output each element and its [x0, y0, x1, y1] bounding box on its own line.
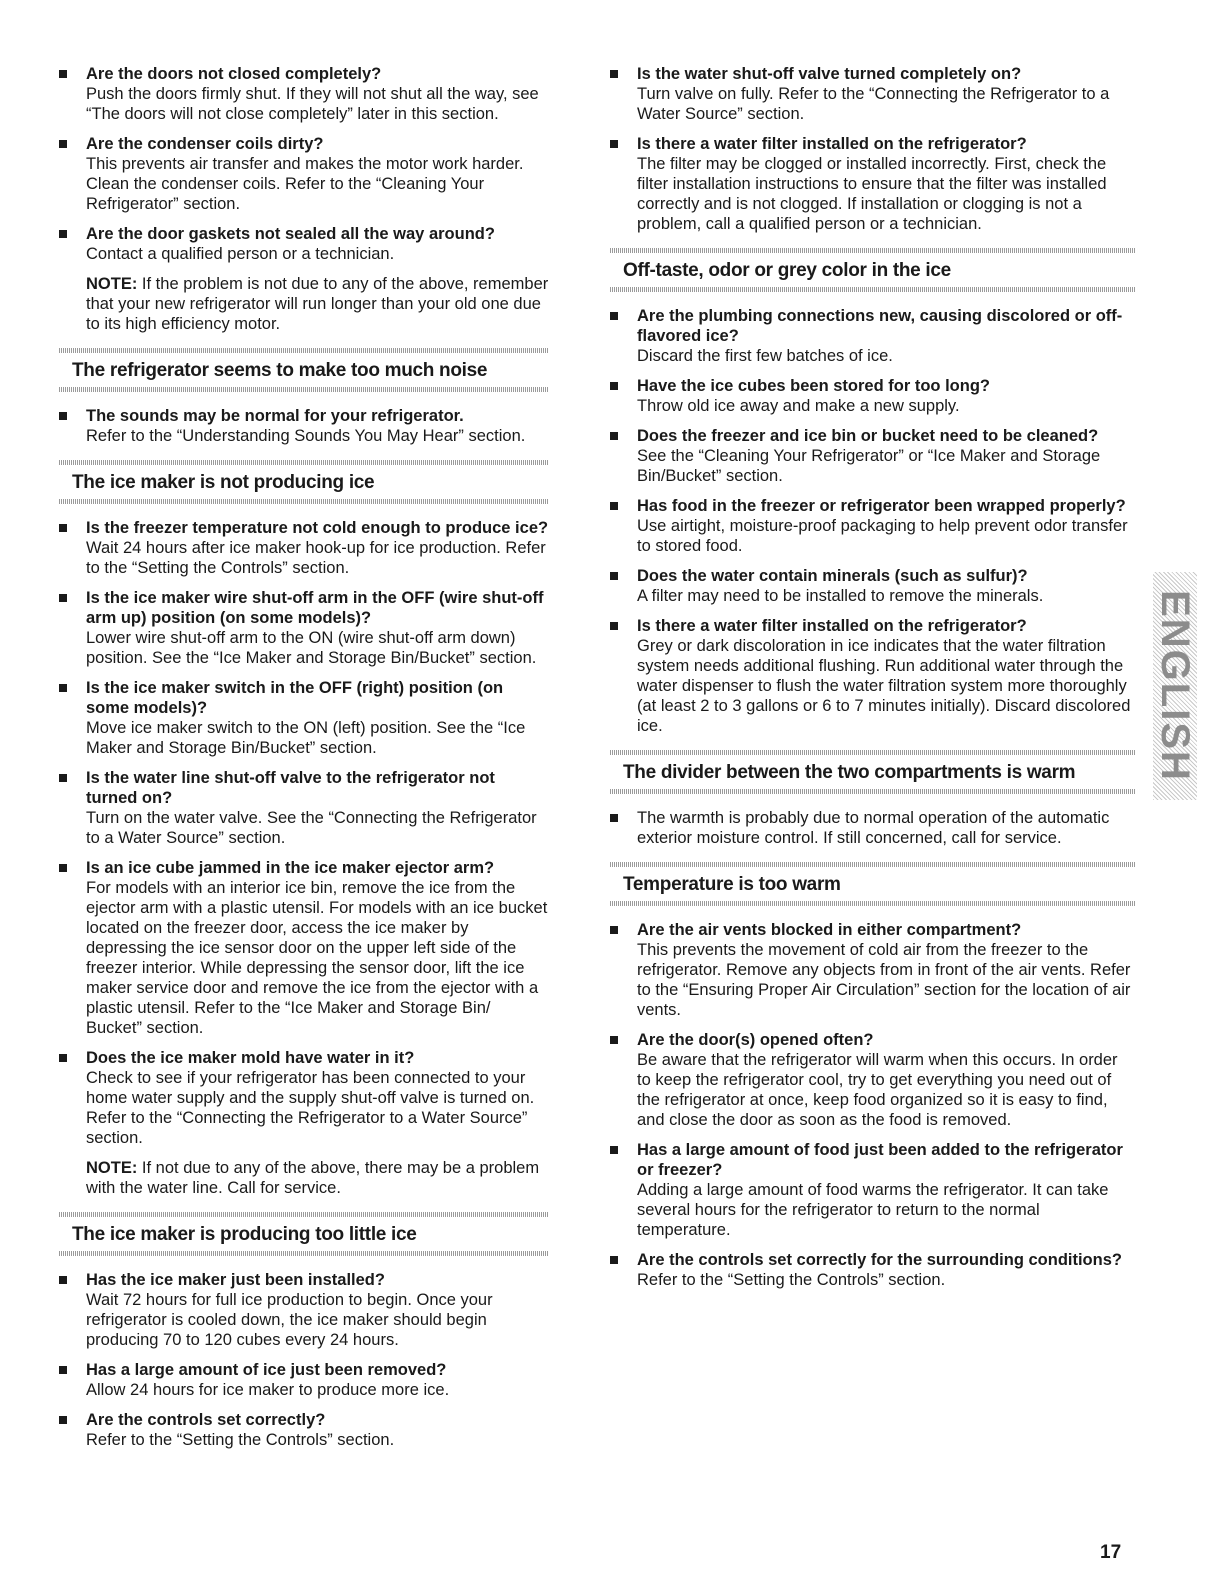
troubleshooting-item	[610, 616, 1135, 736]
note-text: If not due to any of the above, there may be a problem with the water line. Call for service.	[86, 1159, 540, 1197]
note	[59, 1158, 549, 1198]
item-answer: This prevents air transfer and makes the motor work harder. Clean the condenser coils. Refer to the “Cleaning Your Refrigerator” section.	[86, 155, 524, 213]
item-question: Have the ice cubes been stored for too long?	[637, 377, 990, 395]
item-question: Is there a water filter installed on the refrigerator?	[637, 617, 1027, 635]
item-question: Are the door gaskets not sealed all the way around?	[86, 225, 495, 243]
note-text: If the problem is not due to any of the above, remember that your new refrigerator will run longer than your old one due to its high efficiency motor.	[86, 275, 549, 333]
item-question: Are the door(s) opened often?	[637, 1031, 874, 1049]
bullet-icon	[610, 572, 618, 580]
troubleshooting-item	[59, 1360, 549, 1400]
section-header	[610, 862, 1135, 906]
item-answer: Be aware that the refrigerator will warm when this occurs. In order to keep the refrigerator cool, try to get everything you need out of the refrigerator at once, keep food organized so it is easy to find, and close the door as soon as the food is removed.	[637, 1051, 1118, 1129]
section-rule-bottom	[610, 789, 1135, 794]
item-question: Has food in the freezer or refrigerator been wrapped properly?	[637, 497, 1126, 515]
item-question: The sounds may be normal for your refrigerator.	[86, 407, 464, 425]
language-tab-label: ENGLISH	[1153, 590, 1197, 782]
troubleshooting-item	[610, 134, 1135, 234]
bullet-icon	[59, 140, 67, 148]
item-answer: Turn valve on fully. Refer to the “Connecting the Refrigerator to a Water Source” section.	[637, 85, 1110, 123]
item-answer: Throw old ice away and make a new supply.	[637, 397, 960, 415]
item-question: Has the ice maker just been installed?	[86, 1271, 385, 1289]
troubleshooting-item	[610, 1250, 1135, 1290]
troubleshooting-item	[59, 1410, 549, 1450]
troubleshooting-item	[610, 496, 1135, 556]
section-title: The divider between the two compartments is warm	[623, 762, 1076, 783]
item-question: Does the ice maker mold have water in it?	[86, 1049, 415, 1067]
item-answer: Turn on the water valve. See the “Connecting the Refrigerator to a Water Source” section.	[86, 809, 537, 847]
bullet-icon	[59, 524, 67, 532]
troubleshooting-item	[59, 1270, 549, 1350]
item-question: Has a large amount of ice just been removed?	[86, 1361, 447, 1379]
item-answer: Refer to the “Understanding Sounds You May Hear” section.	[86, 427, 526, 445]
troubleshooting-item	[610, 1030, 1135, 1130]
item-answer: This prevents the movement of cold air from the freezer to the refrigerator. Remove any objects from in front of the air vents. Refer to the “Ensuring Proper Air Circulation” section for the location of air vents.	[637, 941, 1131, 1019]
bullet-icon	[59, 774, 67, 782]
item-question: Are the doors not closed completely?	[86, 65, 382, 83]
troubleshooting-item	[59, 406, 549, 446]
item-question: Is the freezer temperature not cold enough to produce ice?	[86, 519, 549, 537]
troubleshooting-item	[59, 64, 549, 124]
bullet-icon	[610, 1036, 618, 1044]
section-title: The refrigerator seems to make too much noise	[72, 360, 488, 381]
left-column	[59, 64, 549, 1460]
item-question: Does the freezer and ice bin or bucket need to be cleaned?	[637, 427, 1099, 445]
section-title: Temperature is too warm	[623, 874, 841, 895]
troubleshooting-item	[59, 768, 549, 848]
section-rule-bottom	[59, 387, 549, 392]
item-answer: Grey or dark discoloration in ice indicates that the water filtration system needs additional flushing. Run additional water through the water dispenser to flush the water filtration system more thoroughly (at least 2 to 3 gallons or 6 to 7 minutes initially). Discard discolored ice.	[637, 637, 1131, 735]
section-title: The ice maker is producing too little ice	[72, 1224, 417, 1245]
item-answer: Push the doors firmly shut. If they will not shut all the way, see “The doors will not close completely” later in this section.	[86, 85, 539, 123]
section-header	[59, 1212, 549, 1256]
bullet-icon	[59, 1054, 67, 1062]
item-answer: Refer to the “Setting the Controls” section.	[637, 1271, 946, 1289]
item-question: Does the water contain minerals (such as sulfur)?	[637, 567, 1028, 585]
troubleshooting-item	[610, 566, 1135, 606]
troubleshooting-item	[59, 134, 549, 214]
bullet-icon	[59, 230, 67, 238]
section-title: Off-taste, odor or grey color in the ice	[623, 260, 951, 281]
section-header	[610, 248, 1135, 292]
item-answer: Move ice maker switch to the ON (left) position. See the “Ice Maker and Storage Bin/Bucket” section.	[86, 719, 526, 757]
note-label: NOTE:	[86, 275, 138, 293]
bullet-icon	[610, 1146, 618, 1154]
bullet-icon	[59, 1366, 67, 1374]
bullet-icon	[610, 622, 618, 630]
section-header	[59, 460, 549, 504]
item-question: Is the ice maker wire shut-off arm in the OFF (wire shut-off arm up) position (on some models)?	[86, 589, 544, 627]
troubleshooting-item	[59, 678, 549, 758]
item-answer: Refer to the “Setting the Controls” section.	[86, 1431, 395, 1449]
item-answer: Check to see if your refrigerator has been connected to your home water supply and the supply shut-off valve is turned on. Refer to the “Connecting the Refrigerator to a Water Source” section.	[86, 1069, 535, 1147]
item-question: Are the plumbing connections new, causing discolored or off-flavored ice?	[637, 307, 1123, 345]
section-rule-bottom	[59, 499, 549, 504]
page-number: 17	[1100, 1542, 1122, 1563]
note	[59, 274, 549, 334]
section-header	[610, 750, 1135, 794]
item-answer: The filter may be clogged or installed incorrectly. First, check the filter installation instructions to ensure that the filter was installed correctly and is not clogged. If installation or clogging is not a problem, call a qualified person or a technician.	[637, 155, 1107, 233]
bullet-icon	[59, 1416, 67, 1424]
item-answer: Use airtight, moisture-proof packaging to help prevent odor transfer to stored food.	[637, 517, 1128, 555]
bullet-icon	[610, 814, 618, 822]
bullet-icon	[59, 412, 67, 420]
bullet-icon	[610, 312, 618, 320]
bullet-icon	[59, 594, 67, 602]
troubleshooting-item	[59, 588, 549, 668]
item-question: Are the controls set correctly?	[86, 1411, 326, 1429]
note-label: NOTE:	[86, 1159, 138, 1177]
bullet-icon	[59, 70, 67, 78]
section-title: The ice maker is not producing ice	[72, 472, 375, 493]
item-answer: Wait 24 hours after ice maker hook-up for ice production. Refer to the “Setting the Controls” section.	[86, 539, 546, 577]
item-answer: For models with an interior ice bin, remove the ice from the ejector arm with a plastic utensil. For models with an ice bucket located on the freezer door, access the ice maker by depressing the ice sensor door on the upper left side of the freezer interior. While depressing the sensor door, lift the ice maker service door and remove the ice from the ejector with a plastic utensil. Refer to the “Ice Maker and Storage Bin/ Bucket” section.	[86, 879, 548, 1037]
bullet-icon	[59, 1276, 67, 1284]
item-answer: A filter may need to be installed to remove the minerals.	[637, 587, 1044, 605]
item-answer: See the “Cleaning Your Refrigerator” or “Ice Maker and Storage Bin/Bucket” section.	[637, 447, 1101, 485]
section-header	[59, 348, 549, 392]
bullet-icon	[610, 140, 618, 148]
troubleshooting-item	[610, 1140, 1135, 1240]
troubleshooting-item	[59, 224, 549, 264]
troubleshooting-item	[59, 858, 549, 1038]
item-question: Are the controls set correctly for the surrounding conditions?	[637, 1251, 1122, 1269]
bullet-icon	[610, 502, 618, 510]
troubleshooting-item	[610, 808, 1135, 848]
right-column	[610, 64, 1135, 1300]
item-answer: Contact a qualified person or a technician.	[86, 245, 395, 263]
bullet-icon	[59, 864, 67, 872]
bullet-icon	[610, 70, 618, 78]
troubleshooting-item	[59, 518, 549, 578]
item-answer: Lower wire shut-off arm to the ON (wire shut-off arm down) position. See the “Ice Maker and Storage Bin/Bucket” section.	[86, 629, 537, 667]
troubleshooting-item	[610, 426, 1135, 486]
section-rule-bottom	[59, 1251, 549, 1256]
item-answer: The warmth is probably due to normal operation of the automatic exterior moisture control. If still concerned, call for service.	[637, 809, 1110, 847]
item-answer: Discard the first few batches of ice.	[637, 347, 893, 365]
item-question: Has a large amount of food just been added to the refrigerator or freezer?	[637, 1141, 1123, 1179]
section-rule-bottom	[610, 287, 1135, 292]
troubleshooting-item	[59, 1048, 549, 1148]
bullet-icon	[610, 926, 618, 934]
troubleshooting-item	[610, 920, 1135, 1020]
bullet-icon	[610, 432, 618, 440]
item-question: Is the water shut-off valve turned completely on?	[637, 65, 1022, 83]
section-rule-bottom	[610, 901, 1135, 906]
item-answer: Adding a large amount of food warms the refrigerator. It can take several hours for the refrigerator to return to the normal temperature.	[637, 1181, 1109, 1239]
item-question: Is the ice maker switch in the OFF (right) position (on some models)?	[86, 679, 504, 717]
troubleshooting-item	[610, 376, 1135, 416]
bullet-icon	[610, 382, 618, 390]
item-question: Is there a water filter installed on the refrigerator?	[637, 135, 1027, 153]
item-question: Is the water line shut-off valve to the refrigerator not turned on?	[86, 769, 495, 807]
troubleshooting-item	[610, 64, 1135, 124]
troubleshooting-item	[610, 306, 1135, 366]
bullet-icon	[59, 684, 67, 692]
item-answer: Wait 72 hours for full ice production to begin. Once your refrigerator is cooled down, the ice maker should begin producing 70 to 120 cubes every 24 hours.	[86, 1291, 493, 1349]
item-question: Are the air vents blocked in either compartment?	[637, 921, 1022, 939]
item-question: Is an ice cube jammed in the ice maker ejector arm?	[86, 859, 495, 877]
bullet-icon	[610, 1256, 618, 1264]
item-answer: Allow 24 hours for ice maker to produce more ice.	[86, 1381, 450, 1399]
item-question: Are the condenser coils dirty?	[86, 135, 324, 153]
